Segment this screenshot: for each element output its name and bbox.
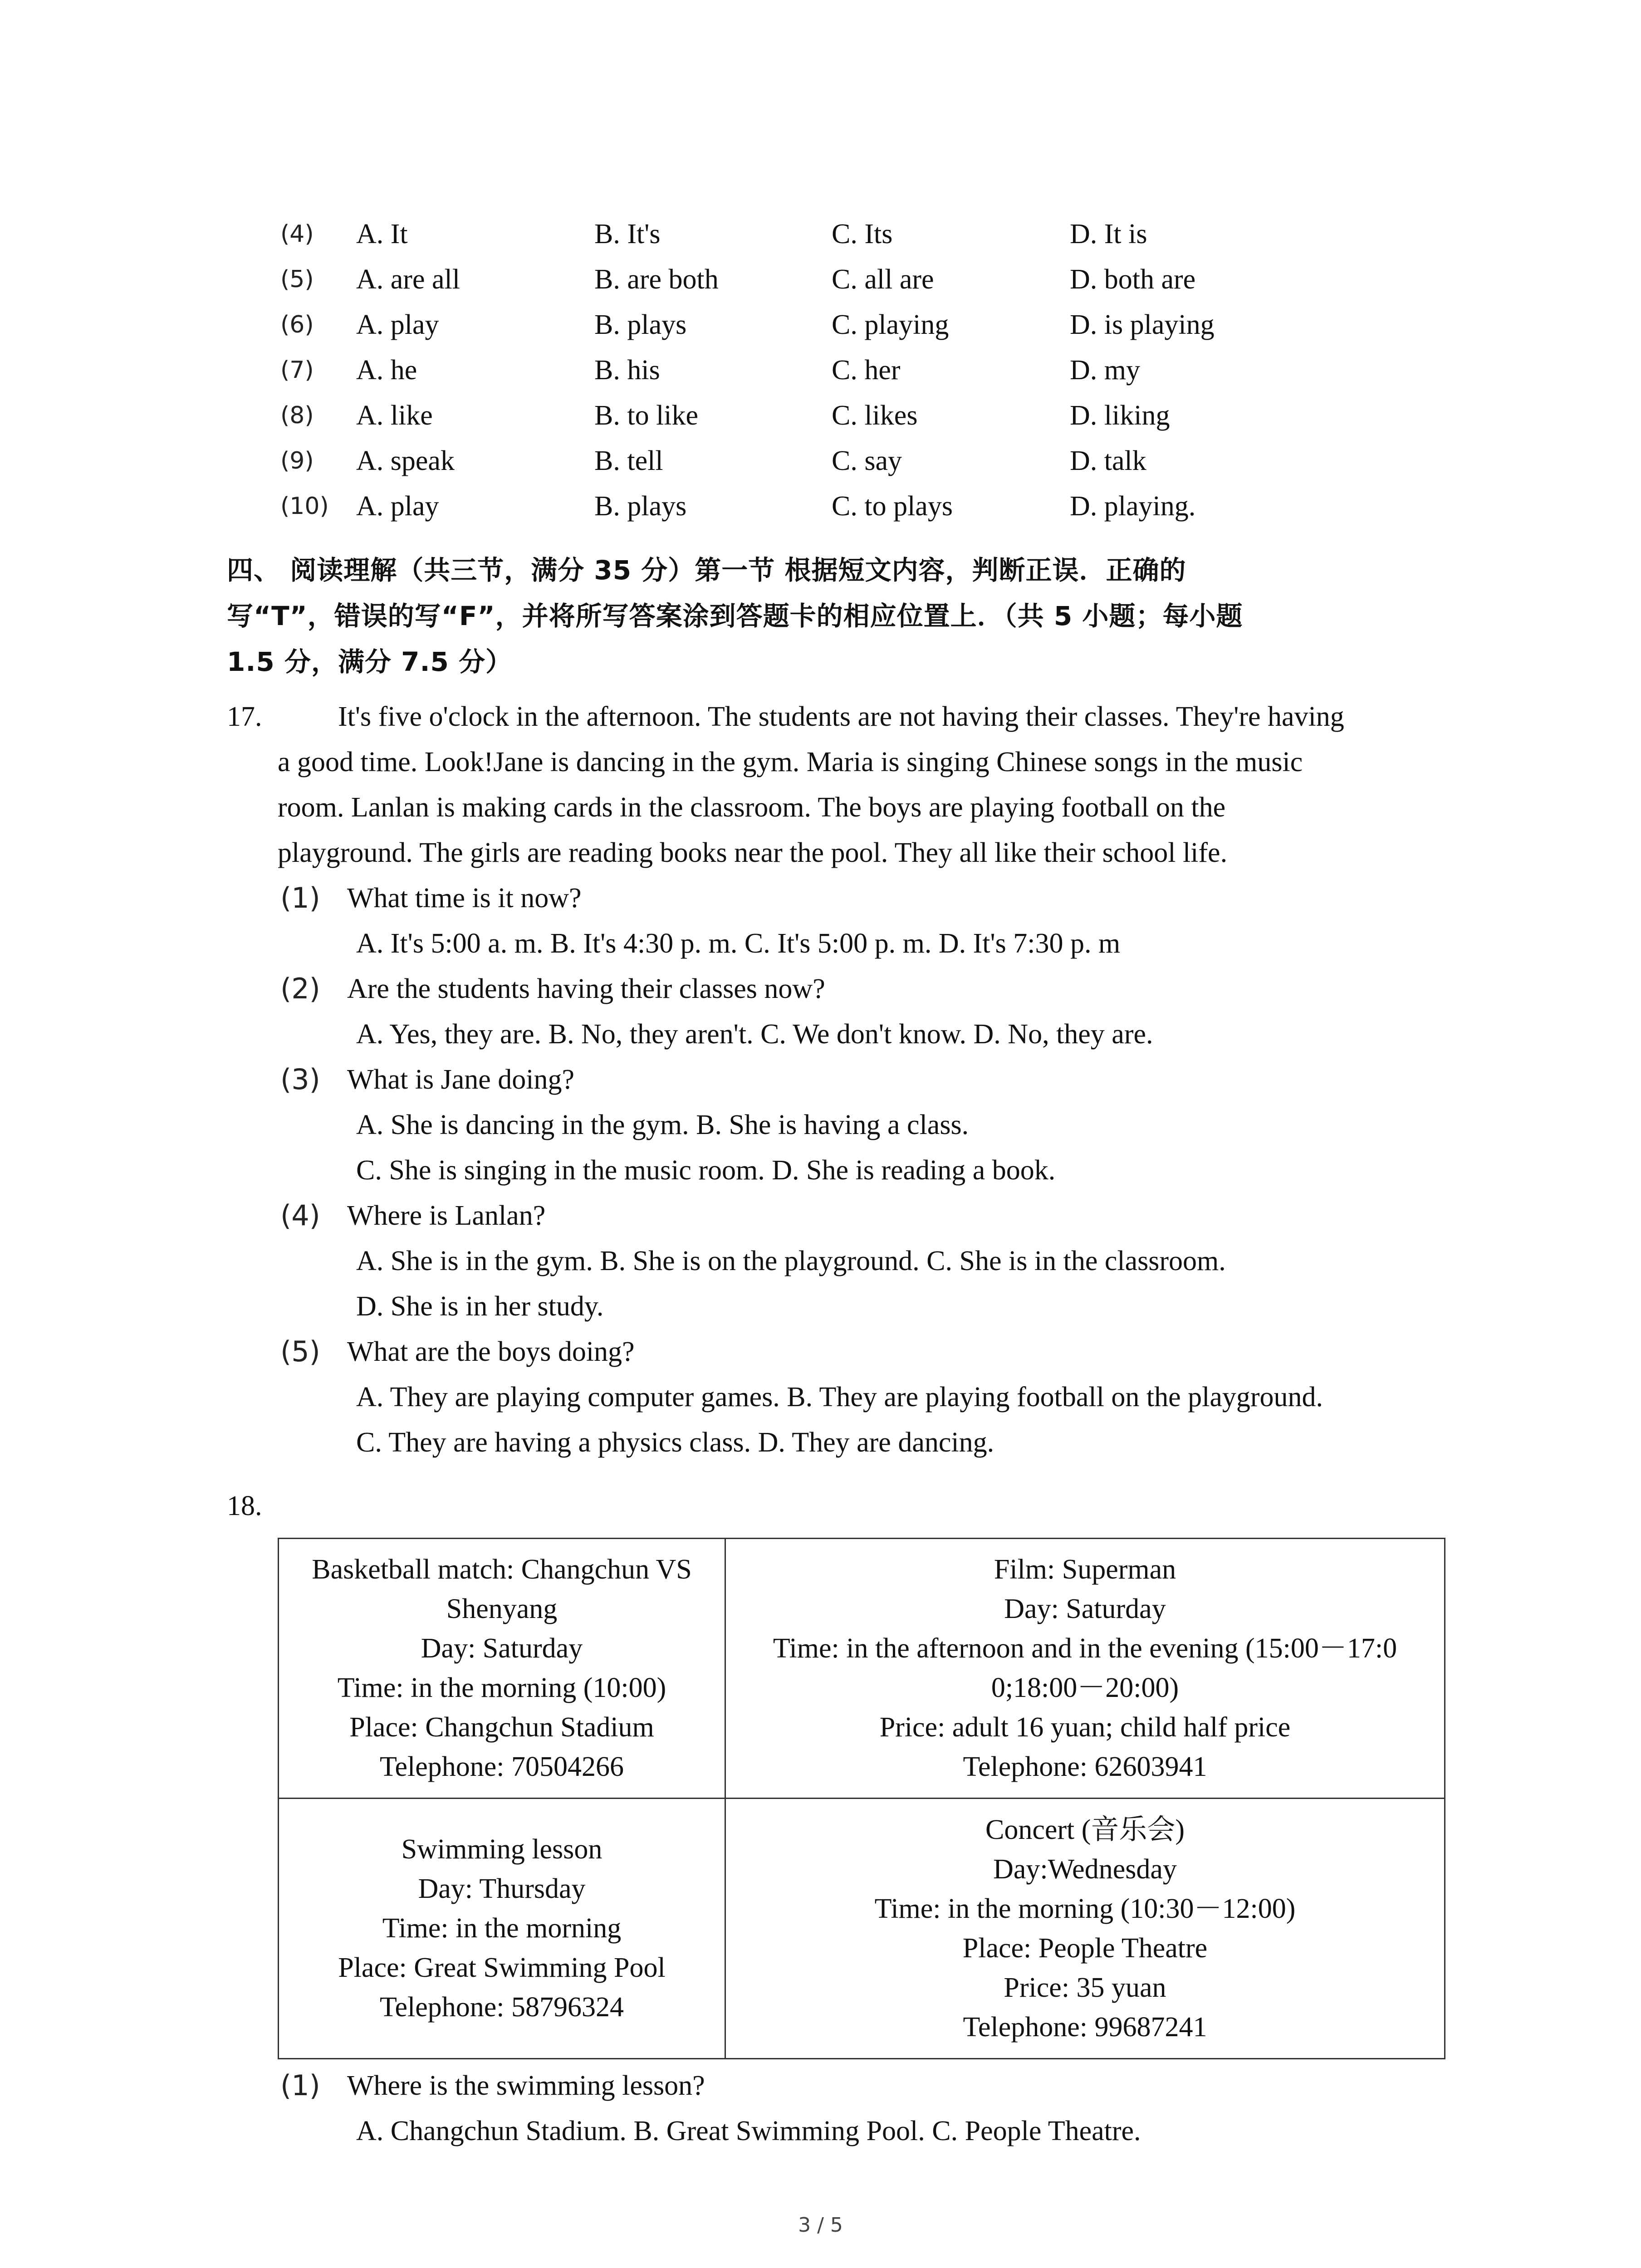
option-d: D. playing. bbox=[1070, 491, 1196, 522]
option-d: D. It is bbox=[1070, 219, 1147, 249]
cell-line: Time: in the morning bbox=[382, 1913, 622, 1944]
cell-line: Price: 35 yuan bbox=[1004, 1972, 1166, 2003]
sub-question-text: What time is it now? bbox=[347, 883, 582, 914]
sub-question-text: What are the boys doing? bbox=[347, 1336, 635, 1367]
option-row bbox=[0, 393, 1641, 438]
passage-line: room. Lanlan is making cards in the classroom. The boys are playing football on the bbox=[278, 792, 1226, 823]
section-heading-line-1: 四、 阅读理解（共三节，满分 35 分）第一节 根据短文内容，判断正误．正确的 bbox=[227, 555, 1186, 586]
sub-question-number: (5) bbox=[280, 1335, 320, 1368]
sub-question-number: (4) bbox=[280, 1199, 320, 1232]
option-a: A. play bbox=[356, 491, 439, 522]
question-number: 18. bbox=[227, 1491, 262, 1521]
answer-options: A. She is in the gym. B. She is on the playground. C. She is in the classroom. bbox=[356, 1246, 1226, 1276]
question-number: 17. bbox=[227, 701, 262, 732]
option-a: A. It bbox=[356, 219, 408, 249]
cell-line: Day:Wednesday bbox=[993, 1853, 1177, 1885]
option-row bbox=[0, 438, 1641, 484]
option-c: C. say bbox=[832, 445, 902, 476]
cell-line: Telephone: 70504266 bbox=[379, 1751, 624, 1782]
option-c: C. all are bbox=[832, 264, 934, 295]
sub-question-text: What is Jane doing? bbox=[347, 1064, 575, 1095]
sub-question-number: (3) bbox=[280, 1063, 320, 1096]
passage-line: It's five o'clock in the afternoon. The students are not having their classes. They're having bbox=[338, 701, 1344, 732]
passage-line: playground. The girls are reading books near the pool. They all like their school life. bbox=[278, 837, 1228, 868]
info-table bbox=[278, 1538, 1445, 2059]
cell-line: Day: Thursday bbox=[418, 1873, 586, 1904]
cell-line: Time: in the afternoon and in the evening (15:00－17:0 bbox=[773, 1633, 1397, 1664]
passage-line: a good time. Look!Jane is dancing in the gym. Maria is singing Chinese songs in the music bbox=[278, 747, 1303, 777]
option-row bbox=[0, 347, 1641, 393]
option-c: C. Its bbox=[832, 219, 893, 249]
table-cell-basketball bbox=[279, 1539, 725, 1798]
option-a: A. he bbox=[356, 355, 417, 386]
cell-line: Telephone: 58796324 bbox=[379, 1992, 624, 2023]
cell-line: Place: Changchun Stadium bbox=[349, 1712, 654, 1743]
answer-options: A. Changchun Stadium. B. Great Swimming Pool. C. People Theatre. bbox=[356, 2116, 1141, 2146]
option-c: C. to plays bbox=[832, 491, 953, 522]
option-number: (6) bbox=[280, 311, 314, 338]
cell-line: Concert (音乐会) bbox=[985, 1814, 1185, 1845]
sub-question-text: Are the students having their classes now? bbox=[347, 973, 825, 1004]
cell-line: Film: Superman bbox=[994, 1554, 1176, 1585]
option-number: (4) bbox=[280, 220, 314, 248]
option-number: (8) bbox=[280, 402, 314, 429]
answer-options: C. She is singing in the music room. D. She is reading a book. bbox=[356, 1155, 1056, 1186]
option-b: B. plays bbox=[594, 309, 687, 340]
option-row bbox=[0, 302, 1641, 347]
option-b: B. It's bbox=[594, 219, 661, 249]
answer-options: A. She is dancing in the gym. B. She is having a class. bbox=[356, 1110, 969, 1140]
sub-question-number: (1) bbox=[280, 881, 320, 914]
cell-line: Day: Saturday bbox=[421, 1633, 583, 1664]
cell-line: Telephone: 99687241 bbox=[963, 2011, 1207, 2043]
answer-options: A. Yes, they are. B. No, they aren't. C. We don't know. D. No, they are. bbox=[356, 1019, 1153, 1050]
section-heading-line-3: 1.5 分，满分 7.5 分） bbox=[227, 646, 513, 677]
cell-line: Basketball match: Changchun VS bbox=[312, 1554, 692, 1585]
option-row bbox=[0, 257, 1641, 302]
option-d: D. liking bbox=[1070, 400, 1170, 431]
option-number: (7) bbox=[280, 357, 314, 384]
cell-line: Shenyang bbox=[446, 1593, 558, 1624]
option-d: D. both are bbox=[1070, 264, 1196, 295]
sub-question-number: (2) bbox=[280, 972, 320, 1005]
answer-options: A. They are playing computer games. B. They are playing football on the playground. bbox=[356, 1382, 1323, 1413]
option-c: C. playing bbox=[832, 309, 949, 340]
answer-options: C. They are having a physics class. D. They are dancing. bbox=[356, 1427, 994, 1458]
cell-line: Day: Saturday bbox=[1004, 1593, 1166, 1624]
option-row bbox=[0, 211, 1641, 257]
option-d: D. talk bbox=[1070, 445, 1146, 476]
cell-line: Telephone: 62603941 bbox=[963, 1751, 1207, 1782]
cell-line: Swimming lesson bbox=[401, 1834, 603, 1865]
cell-line: Place: Great Swimming Pool bbox=[338, 1952, 666, 1983]
option-number: (9) bbox=[280, 447, 314, 474]
option-d: D. my bbox=[1070, 355, 1140, 386]
option-a: A. like bbox=[356, 400, 433, 431]
option-b: B. his bbox=[594, 355, 660, 386]
option-b: B. to like bbox=[594, 400, 699, 431]
option-number: (10) bbox=[280, 493, 329, 520]
sub-question-number: (1) bbox=[280, 2069, 320, 2102]
sub-question-text: Where is Lanlan? bbox=[347, 1200, 546, 1231]
option-row bbox=[0, 484, 1641, 529]
cell-line: Time: in the morning (10:00) bbox=[337, 1672, 666, 1703]
option-b: B. plays bbox=[594, 491, 687, 522]
cell-line: 0;18:00－20:00) bbox=[991, 1672, 1179, 1703]
cell-line: Place: People Theatre bbox=[962, 1932, 1208, 1964]
option-number: (5) bbox=[280, 266, 314, 293]
option-c: C. likes bbox=[832, 400, 918, 431]
table-cell-swimming bbox=[279, 1799, 725, 2058]
section-heading-line-2: 写“T”，错误的写“F”，并将所写答案涂到答题卡的相应位置上．（共 5 小题；每小题 bbox=[227, 601, 1243, 631]
table-cell-concert bbox=[726, 1799, 1444, 2058]
option-a: A. are all bbox=[356, 264, 460, 295]
option-b: B. are both bbox=[594, 264, 719, 295]
cell-line: Price: adult 16 yuan; child half price bbox=[879, 1712, 1291, 1743]
option-b: B. tell bbox=[594, 445, 663, 476]
cell-line: Time: in the morning (10:30－12:00) bbox=[874, 1893, 1296, 1924]
page-number: 3 / 5 bbox=[798, 2214, 843, 2237]
answer-options: A. It's 5:00 a. m. B. It's 4:30 p. m. C. It's 5:00 p. m. D. It's 7:30 p. m bbox=[356, 928, 1121, 959]
sub-question-text: Where is the swimming lesson? bbox=[347, 2070, 705, 2101]
option-a: A. speak bbox=[356, 445, 455, 476]
option-a: A. play bbox=[356, 309, 439, 340]
option-c: C. her bbox=[832, 355, 901, 386]
table-cell-film bbox=[726, 1539, 1444, 1798]
option-d: D. is playing bbox=[1070, 309, 1215, 340]
answer-options: D. She is in her study. bbox=[356, 1291, 604, 1322]
